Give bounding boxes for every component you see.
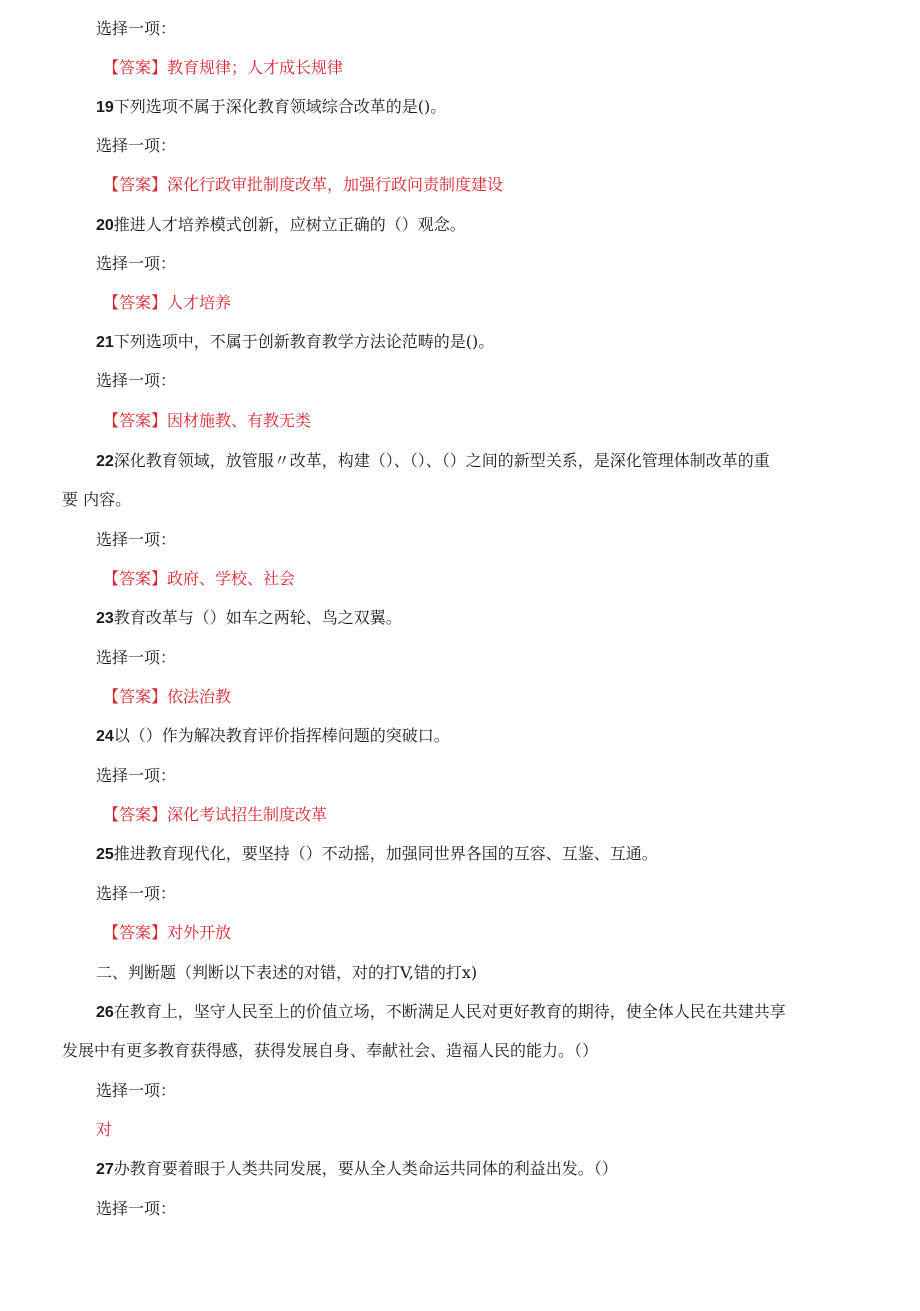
- question-26: [96, 1001, 786, 1024]
- question-22-continuation: 要 内容。: [62, 490, 132, 509]
- question-24: [96, 725, 450, 748]
- select-prompt: 选择一项：: [96, 884, 177, 903]
- question-23: [96, 607, 402, 630]
- question-number: 19: [96, 99, 114, 116]
- question-21: [96, 331, 494, 354]
- question-22: [96, 450, 770, 473]
- question-text: 在教育上，坚守人民至上的价值立场，不断满足人民对更好教育的期待，使全体人民在共建共享: [113, 1002, 786, 1021]
- select-prompt: 选择一项：: [96, 530, 177, 549]
- question-number: 24: [96, 728, 114, 745]
- question-number: 21: [96, 334, 114, 351]
- section-heading: 二、判断题（判断以下表述的对错，对的打V,错的打x): [96, 963, 478, 982]
- answer-line: 【答案】对外开放: [103, 923, 232, 942]
- select-prompt: 选择一项：: [96, 648, 177, 667]
- question-text: 推进教育现代化，要坚持（）不动摇，加强同世界各国的互容、互鉴、互通。: [113, 844, 658, 863]
- answer-line: 【答案】深化行政审批制度改革，加强行政问责制度建设: [103, 175, 504, 194]
- select-prompt: 选择一项：: [96, 371, 177, 390]
- answer-line: 对: [96, 1120, 113, 1139]
- select-prompt: 选择一项：: [96, 136, 177, 155]
- question-25: [96, 843, 658, 866]
- question-19: [96, 96, 446, 119]
- question-20: [96, 214, 466, 237]
- answer-line: 【答案】深化考试招生制度改革: [103, 805, 328, 824]
- question-text: 深化教育领域，放管服〃改革，构建（）、（）、（）之间的新型关系，是深化管理体制改革的重: [113, 451, 770, 470]
- question-text: 下列选项中，不属于创新教育教学方法论范畴的是()。: [113, 332, 495, 351]
- select-prompt: 选择一项：: [96, 254, 177, 273]
- answer-line: 【答案】教育规律；人才成长规律: [103, 58, 344, 77]
- select-prompt: 选择一项：: [96, 19, 177, 38]
- question-number: 22: [96, 453, 114, 470]
- question-number: 27: [96, 1161, 114, 1178]
- question-number: 23: [96, 610, 114, 627]
- answer-line: 【答案】依法治教: [103, 687, 232, 706]
- question-text: 办教育要着眼于人类共同发展，要从全人类命运共同体的利益出发。（）: [113, 1159, 618, 1178]
- question-number: 25: [96, 846, 114, 863]
- question-27: [96, 1158, 618, 1181]
- select-prompt: 选择一项：: [96, 1081, 177, 1100]
- question-26-continuation: 发展中有更多教育获得感，获得发展自身、奉献社会、造福人民的能力。（）: [62, 1041, 599, 1060]
- select-prompt: 选择一项：: [96, 766, 177, 785]
- question-number: 20: [96, 217, 114, 234]
- answer-line: 【答案】人才培养: [103, 293, 232, 312]
- question-text: 推进人才培养模式创新，应树立正确的（）观念。: [113, 215, 466, 234]
- question-text: 下列选项不属于深化教育领域综合改革的是()。: [113, 97, 447, 116]
- question-text: 以（）作为解决教育评价指挥棒问题的突破口。: [113, 726, 450, 745]
- answer-line: 【答案】因材施教、有教无类: [103, 411, 312, 430]
- select-prompt: 选择一项：: [96, 1199, 177, 1218]
- question-text: 教育改革与（）如车之两轮、鸟之双翼。: [113, 608, 402, 627]
- answer-line: 【答案】政府、学校、社会: [103, 569, 296, 588]
- question-number: 26: [96, 1004, 114, 1021]
